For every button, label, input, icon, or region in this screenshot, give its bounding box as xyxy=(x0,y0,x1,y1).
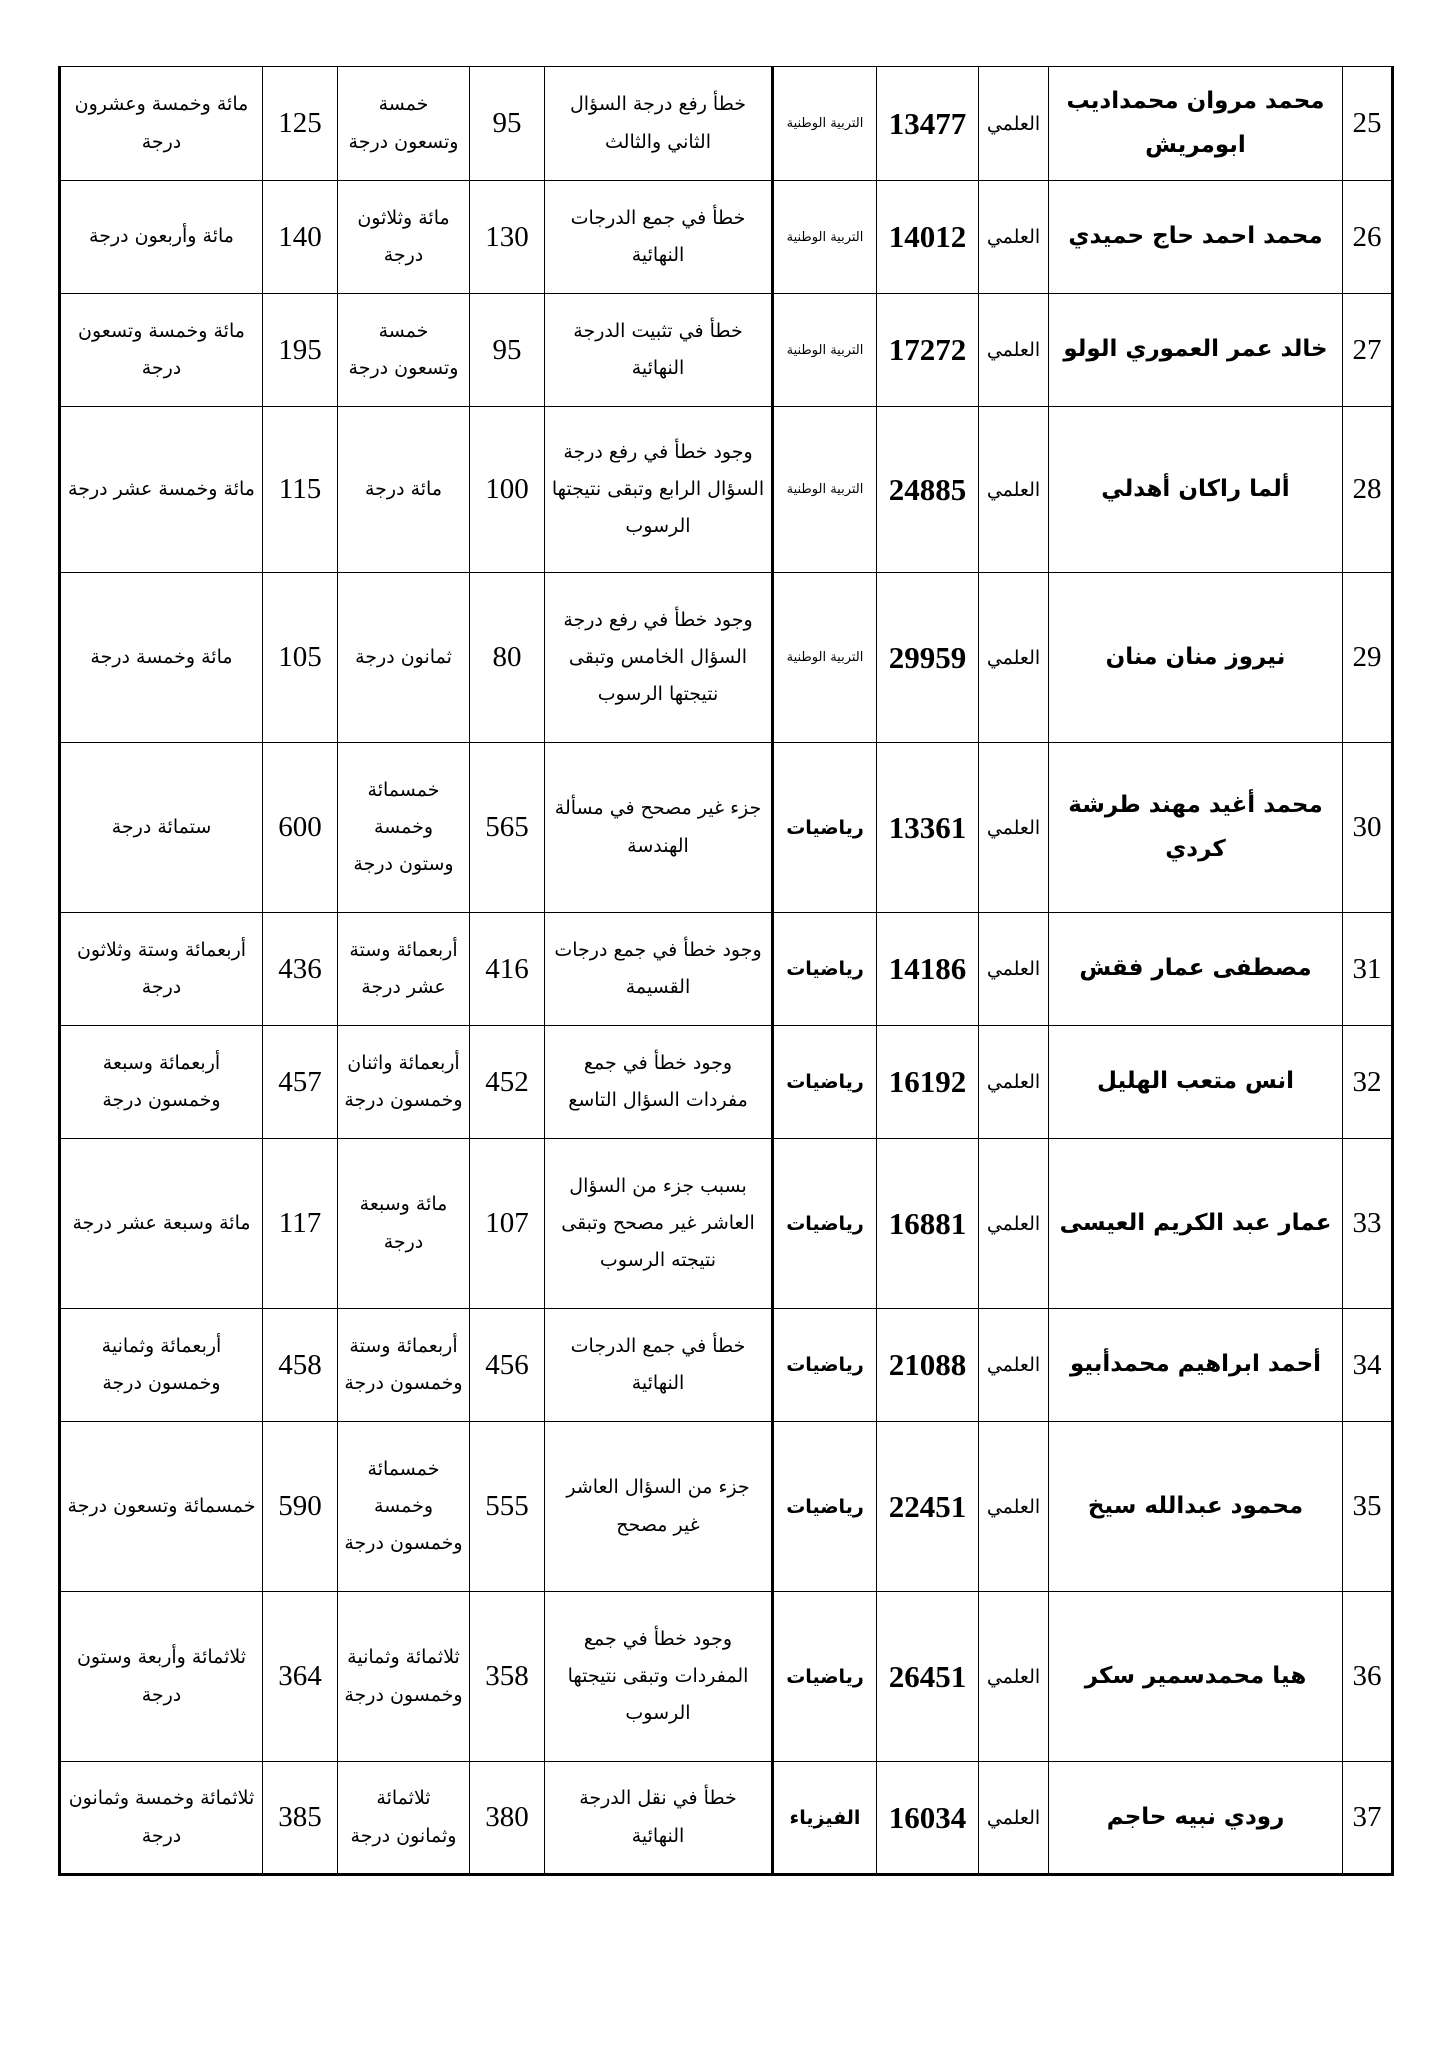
old-score: 358 xyxy=(485,1660,529,1692)
new-score-words: مائة وخمسة وعشرون درجة xyxy=(74,93,249,153)
old-score-words-cell xyxy=(338,1309,470,1422)
exam-id-cell xyxy=(877,407,979,573)
exam-id-cell xyxy=(877,1026,979,1139)
table-row xyxy=(60,67,1393,181)
student-name: نيروز منان منان xyxy=(1105,643,1286,670)
old-score-cell xyxy=(470,1422,545,1592)
branch: العلمي xyxy=(986,1806,1041,1829)
new-score-cell xyxy=(263,67,338,181)
new-score-cell xyxy=(263,407,338,573)
new-score-cell xyxy=(263,1592,338,1762)
row-number-cell xyxy=(1343,407,1393,573)
new-score-words-cell xyxy=(60,1422,263,1592)
old-score-words-cell xyxy=(338,1139,470,1309)
row-number-cell xyxy=(1343,1139,1393,1309)
row-number: 34 xyxy=(1352,1348,1382,1381)
exam-id-cell xyxy=(877,67,979,181)
row-number-cell xyxy=(1343,573,1393,743)
exam-id: 14186 xyxy=(888,951,967,986)
table-row xyxy=(60,1026,1393,1139)
row-number: 29 xyxy=(1352,641,1382,673)
branch: العلمي xyxy=(986,1071,1041,1093)
row-number-cell xyxy=(1343,1422,1393,1592)
old-score-words-cell xyxy=(338,407,470,573)
student-name: محمود عبدالله سيخ xyxy=(1087,1492,1304,1519)
new-score-words-cell xyxy=(60,1592,263,1762)
exam-id-cell xyxy=(877,743,979,913)
table-body xyxy=(60,67,1393,1875)
subject: التربية الوطنية xyxy=(786,482,864,497)
row-number: 27 xyxy=(1352,333,1382,366)
student-name: هيا محمدسمير سكر xyxy=(1084,1662,1307,1689)
student-name-cell xyxy=(1049,407,1343,573)
reason-cell xyxy=(545,67,773,181)
correction-reason: وجود خطأ في جمع مفردات السؤال التاسع xyxy=(568,1051,748,1111)
new-score: 458 xyxy=(278,1348,322,1381)
old-score-words: مائة وسبعة درجة xyxy=(359,1193,448,1253)
old-score-cell xyxy=(470,294,545,407)
branch-cell xyxy=(979,1139,1049,1309)
branch-cell xyxy=(979,407,1049,573)
reason-cell xyxy=(545,1592,773,1762)
branch: العلمي xyxy=(986,1212,1041,1235)
student-name-cell xyxy=(1049,913,1343,1026)
subject-cell xyxy=(773,181,877,294)
row-number: 31 xyxy=(1352,952,1382,985)
new-score-cell xyxy=(263,1762,338,1875)
student-name: انس متعب الهليل xyxy=(1096,1068,1295,1095)
correction-reason: وجود خطأ في جمع المفردات وتبقى نتيجتها الرسوب xyxy=(567,1627,749,1725)
branch: العلمي xyxy=(986,1354,1041,1376)
new-score-words-cell xyxy=(60,1139,263,1309)
row-number-cell xyxy=(1343,1309,1393,1422)
exam-id-cell xyxy=(877,1422,979,1592)
branch: العلمي xyxy=(986,226,1041,248)
old-score-cell xyxy=(470,1139,545,1309)
student-name: عمار عبد الكريم العيسى xyxy=(1059,1209,1332,1236)
new-score-words-cell xyxy=(60,743,263,913)
old-score-words: أربعمائة وستة وخمسون درجة xyxy=(344,1334,463,1394)
subject-cell xyxy=(773,1139,877,1309)
old-score-words: خمسمائة وخمسة وخمسون درجة xyxy=(344,1457,463,1555)
table-row xyxy=(60,407,1393,573)
new-score: 436 xyxy=(278,952,322,985)
correction-reason: خطأ رفع درجة السؤال الثاني والثالث xyxy=(569,93,747,153)
new-score-words-cell xyxy=(60,407,263,573)
new-score-words: مائة وخمسة درجة xyxy=(90,645,233,668)
new-score-words-cell xyxy=(60,1762,263,1875)
reason-cell xyxy=(545,1026,773,1139)
old-score-cell xyxy=(470,1026,545,1139)
old-score-words: ثلاثمائة وثمانون درجة xyxy=(350,1787,457,1847)
table-row xyxy=(60,181,1393,294)
old-score: 555 xyxy=(485,1490,529,1522)
subject: رياضيات xyxy=(786,1495,864,1518)
branch-cell xyxy=(979,1762,1049,1875)
table-row xyxy=(60,1422,1393,1592)
exam-id-cell xyxy=(877,913,979,1026)
new-score: 385 xyxy=(278,1801,322,1833)
exam-id: 13361 xyxy=(888,809,967,845)
correction-reason: خطأ في تثبيت الدرجة النهائية xyxy=(573,319,743,379)
new-score-cell xyxy=(263,743,338,913)
branch: العلمي xyxy=(986,339,1041,361)
old-score: 130 xyxy=(485,220,529,253)
row-number-cell xyxy=(1343,1026,1393,1139)
old-score-cell xyxy=(470,913,545,1026)
old-score-words: خمسة وتسعون درجة xyxy=(348,93,459,153)
new-score: 590 xyxy=(278,1490,322,1522)
student-name-cell xyxy=(1049,1139,1343,1309)
subject: التربية الوطنية xyxy=(786,229,864,245)
exam-id: 22451 xyxy=(888,1488,967,1524)
table-row xyxy=(60,1592,1393,1762)
table-row xyxy=(60,1139,1393,1309)
new-score-words-cell xyxy=(60,181,263,294)
row-number: 32 xyxy=(1352,1065,1382,1098)
old-score-words-cell xyxy=(338,743,470,913)
old-score-words: ثلاثمائة وثمانية وخمسون درجة xyxy=(344,1646,463,1706)
branch-cell xyxy=(979,743,1049,913)
old-score-words-cell xyxy=(338,181,470,294)
exam-id-cell xyxy=(877,181,979,294)
correction-reason: بسبب جزء من السؤال العاشر غير مصحح وتبقى نتيجته الرسوب xyxy=(561,1174,755,1272)
old-score: 95 xyxy=(492,107,522,139)
row-number: 33 xyxy=(1352,1207,1382,1239)
table-row xyxy=(60,294,1393,407)
branch-cell xyxy=(979,1422,1049,1592)
new-score-cell xyxy=(263,1422,338,1592)
new-score-cell xyxy=(263,913,338,1026)
correction-reason: وجود خطأ في رفع درجة السؤال الرابع وتبقى نتيجتها الرسوب xyxy=(551,440,765,538)
exam-id: 16034 xyxy=(888,1799,967,1835)
row-number: 25 xyxy=(1352,107,1382,139)
student-name-cell xyxy=(1049,1422,1343,1592)
branch-cell xyxy=(979,294,1049,407)
new-score-cell xyxy=(263,1139,338,1309)
new-score: 457 xyxy=(278,1065,322,1098)
subject-cell xyxy=(773,573,877,743)
table-row xyxy=(60,573,1393,743)
student-name-cell xyxy=(1049,743,1343,913)
reason-cell xyxy=(545,407,773,573)
new-score-words-cell xyxy=(60,913,263,1026)
branch-cell xyxy=(979,1309,1049,1422)
old-score-words-cell xyxy=(338,1422,470,1592)
row-number: 35 xyxy=(1352,1490,1382,1522)
old-score-words-cell xyxy=(338,1592,470,1762)
reason-cell xyxy=(545,181,773,294)
student-name-cell xyxy=(1049,67,1343,181)
exam-id: 24885 xyxy=(888,471,967,507)
reason-cell xyxy=(545,743,773,913)
new-score: 195 xyxy=(278,333,322,366)
row-number-cell xyxy=(1343,67,1393,181)
new-score-words: مائة وأربعون درجة xyxy=(89,225,234,248)
old-score-words-cell xyxy=(338,573,470,743)
branch-cell xyxy=(979,1026,1049,1139)
subject: رياضيات xyxy=(786,816,864,839)
reason-cell xyxy=(545,294,773,407)
reason-cell xyxy=(545,1422,773,1592)
old-score-cell xyxy=(470,1762,545,1875)
new-score-words-cell xyxy=(60,294,263,407)
branch-cell xyxy=(979,913,1049,1026)
new-score: 115 xyxy=(278,473,322,505)
branch-cell xyxy=(979,573,1049,743)
old-score-words-cell xyxy=(338,913,470,1026)
new-score: 117 xyxy=(278,1207,322,1239)
subject-cell xyxy=(773,294,877,407)
exam-id: 26451 xyxy=(888,1658,967,1694)
branch-cell xyxy=(979,1592,1049,1762)
branch: العلمي xyxy=(986,1665,1041,1688)
new-score-cell xyxy=(263,1309,338,1422)
student-name: خالد عمر العموري الولو xyxy=(1063,336,1328,363)
subject-cell xyxy=(773,1309,877,1422)
old-score-words: مائة وثلاثون درجة xyxy=(357,206,450,266)
old-score-words-cell xyxy=(338,1026,470,1139)
new-score-cell xyxy=(263,181,338,294)
exam-id-cell xyxy=(877,294,979,407)
new-score: 600 xyxy=(278,811,322,843)
subject-cell xyxy=(773,743,877,913)
new-score-cell xyxy=(263,1026,338,1139)
subject: رياضيات xyxy=(786,958,864,980)
subject: التربية الوطنية xyxy=(786,342,864,358)
exam-id: 16192 xyxy=(888,1064,967,1099)
branch-cell xyxy=(979,181,1049,294)
subject-cell xyxy=(773,1592,877,1762)
new-score: 140 xyxy=(278,220,322,253)
new-score-words: ثلاثمائة وخمسة وثمانون درجة xyxy=(68,1787,255,1847)
branch: العلمي xyxy=(986,112,1041,135)
new-score-words: ستمائة درجة xyxy=(111,815,212,838)
old-score-words-cell xyxy=(338,1762,470,1875)
table-row xyxy=(60,1309,1393,1422)
student-name-cell xyxy=(1049,1026,1343,1139)
exam-id: 29959 xyxy=(888,639,967,675)
table-row xyxy=(60,743,1393,913)
new-score-words: أربعمائة وثمانية وخمسون درجة xyxy=(101,1334,222,1394)
old-score-cell xyxy=(470,1309,545,1422)
correction-reason: خطأ في جمع الدرجات النهائية xyxy=(570,206,746,266)
exam-id: 17272 xyxy=(888,332,967,367)
old-score-words: ثمانون درجة xyxy=(355,645,452,668)
old-score: 100 xyxy=(485,473,529,505)
branch: العلمي xyxy=(986,478,1041,501)
row-number: 28 xyxy=(1352,473,1382,505)
branch-cell xyxy=(979,67,1049,181)
reason-cell xyxy=(545,1309,773,1422)
new-score-words-cell xyxy=(60,1309,263,1422)
new-score: 105 xyxy=(278,641,322,673)
reason-cell xyxy=(545,913,773,1026)
exam-id-cell xyxy=(877,573,979,743)
subject: رياضيات xyxy=(786,1354,864,1376)
subject: رياضيات xyxy=(786,1665,864,1688)
student-name: محمد مروان محمداديب ابومريش xyxy=(1066,87,1325,158)
old-score-words: خمسمائة وخمسة وستون درجة xyxy=(353,778,454,876)
exam-id-cell xyxy=(877,1592,979,1762)
old-score: 107 xyxy=(485,1207,529,1239)
exam-id: 21088 xyxy=(888,1347,967,1382)
subject: التربية الوطنية xyxy=(786,650,864,665)
student-name: أحمد ابراهيم محمدأبيو xyxy=(1069,1351,1322,1378)
row-number: 26 xyxy=(1352,220,1382,253)
new-score-words: ثلاثمائة وأربعة وستون درجة xyxy=(76,1646,247,1706)
row-number-cell xyxy=(1343,294,1393,407)
old-score-words: أربعمائة واثنان وخمسون درجة xyxy=(344,1051,463,1111)
old-score-cell xyxy=(470,407,545,573)
old-score-words: خمسة وتسعون درجة xyxy=(348,319,459,379)
old-score: 380 xyxy=(485,1801,529,1833)
old-score-words-cell xyxy=(338,294,470,407)
row-number-cell xyxy=(1343,1762,1393,1875)
exam-id-cell xyxy=(877,1309,979,1422)
new-score-words: مائة وخمسة عشر درجة xyxy=(68,477,255,500)
new-score-words-cell xyxy=(60,1026,263,1139)
student-name-cell xyxy=(1049,1762,1343,1875)
student-name: محمد أغيد مهند طرشة كردي xyxy=(1068,791,1323,862)
old-score: 452 xyxy=(485,1065,529,1098)
subject-cell xyxy=(773,67,877,181)
reason-cell xyxy=(545,573,773,743)
old-score-cell xyxy=(470,743,545,913)
subject-cell xyxy=(773,407,877,573)
old-score-words: مائة درجة xyxy=(364,477,443,500)
exam-id-cell xyxy=(877,1139,979,1309)
row-number: 37 xyxy=(1352,1801,1382,1833)
exam-id: 16881 xyxy=(888,1205,967,1241)
subject-cell xyxy=(773,913,877,1026)
correction-reason: خطأ في جمع الدرجات النهائية xyxy=(570,1334,746,1394)
row-number-cell xyxy=(1343,1592,1393,1762)
row-number-cell xyxy=(1343,913,1393,1026)
branch: العلمي xyxy=(986,646,1041,669)
new-score-words: أربعمائة وسبعة وخمسون درجة xyxy=(102,1051,221,1111)
new-score-words-cell xyxy=(60,573,263,743)
correction-reason: وجود خطأ في رفع درجة السؤال الخامس وتبقى نتيجتها الرسوب xyxy=(563,608,753,706)
old-score: 456 xyxy=(485,1348,529,1381)
old-score-cell xyxy=(470,1592,545,1762)
branch: العلمي xyxy=(986,816,1041,839)
reason-cell xyxy=(545,1762,773,1875)
student-name: ألما راكان أهدلي xyxy=(1101,475,1290,502)
subject: الفيزياء xyxy=(789,1806,861,1829)
old-score: 80 xyxy=(492,641,522,673)
subject: رياضيات xyxy=(786,1071,864,1093)
new-score-words: خمسمائة وتسعون درجة xyxy=(67,1494,256,1517)
old-score: 95 xyxy=(492,333,522,366)
subject-cell xyxy=(773,1762,877,1875)
student-name-cell xyxy=(1049,294,1343,407)
student-name-cell xyxy=(1049,181,1343,294)
student-name: مصطفى عمار فقش xyxy=(1079,955,1312,982)
new-score: 364 xyxy=(278,1660,322,1692)
row-number: 30 xyxy=(1352,811,1382,843)
old-score: 416 xyxy=(485,952,529,985)
student-name-cell xyxy=(1049,1592,1343,1762)
correction-reason: وجود خطأ في جمع درجات القسيمة xyxy=(554,938,762,998)
row-number-cell xyxy=(1343,181,1393,294)
new-score-words-cell xyxy=(60,67,263,181)
row-number: 36 xyxy=(1352,1660,1382,1692)
reason-cell xyxy=(545,1139,773,1309)
student-name-cell xyxy=(1049,1309,1343,1422)
row-number-cell xyxy=(1343,743,1393,913)
student-name-cell xyxy=(1049,573,1343,743)
student-name: رودي نبيه حاجم xyxy=(1106,1803,1285,1830)
new-score-words: مائة وسبعة عشر درجة xyxy=(72,1211,251,1234)
exam-id-cell xyxy=(877,1762,979,1875)
correction-reason: جزء غير مصحح في مسألة الهندسة xyxy=(554,797,762,857)
old-score-words-cell xyxy=(338,67,470,181)
table-row xyxy=(60,913,1393,1026)
old-score-cell xyxy=(470,181,545,294)
branch: العلمي xyxy=(986,958,1041,980)
new-score: 125 xyxy=(278,107,322,139)
exam-id: 13477 xyxy=(888,105,967,141)
correction-reason: جزء من السؤال العاشر غير مصحح xyxy=(566,1476,750,1536)
branch: العلمي xyxy=(986,1495,1041,1518)
student-name: محمد احمد حاج حميدي xyxy=(1068,223,1323,250)
exam-id: 14012 xyxy=(888,219,967,254)
subject-cell xyxy=(773,1422,877,1592)
old-score-words: أربعمائة وستة عشر درجة xyxy=(349,938,458,998)
results-correction-table xyxy=(58,66,1394,1876)
subject: التربية الوطنية xyxy=(786,116,864,131)
old-score-cell xyxy=(470,67,545,181)
new-score-cell xyxy=(263,573,338,743)
new-score-cell xyxy=(263,294,338,407)
new-score-words: مائة وخمسة وتسعون درجة xyxy=(78,319,245,379)
correction-reason: خطأ في نقل الدرجة النهائية xyxy=(579,1787,737,1847)
new-score-words: أربعمائة وستة وثلاثون درجة xyxy=(76,938,247,998)
table-row xyxy=(60,1762,1393,1875)
old-score: 565 xyxy=(485,811,529,843)
subject-cell xyxy=(773,1026,877,1139)
subject: رياضيات xyxy=(786,1212,864,1235)
old-score-cell xyxy=(470,573,545,743)
